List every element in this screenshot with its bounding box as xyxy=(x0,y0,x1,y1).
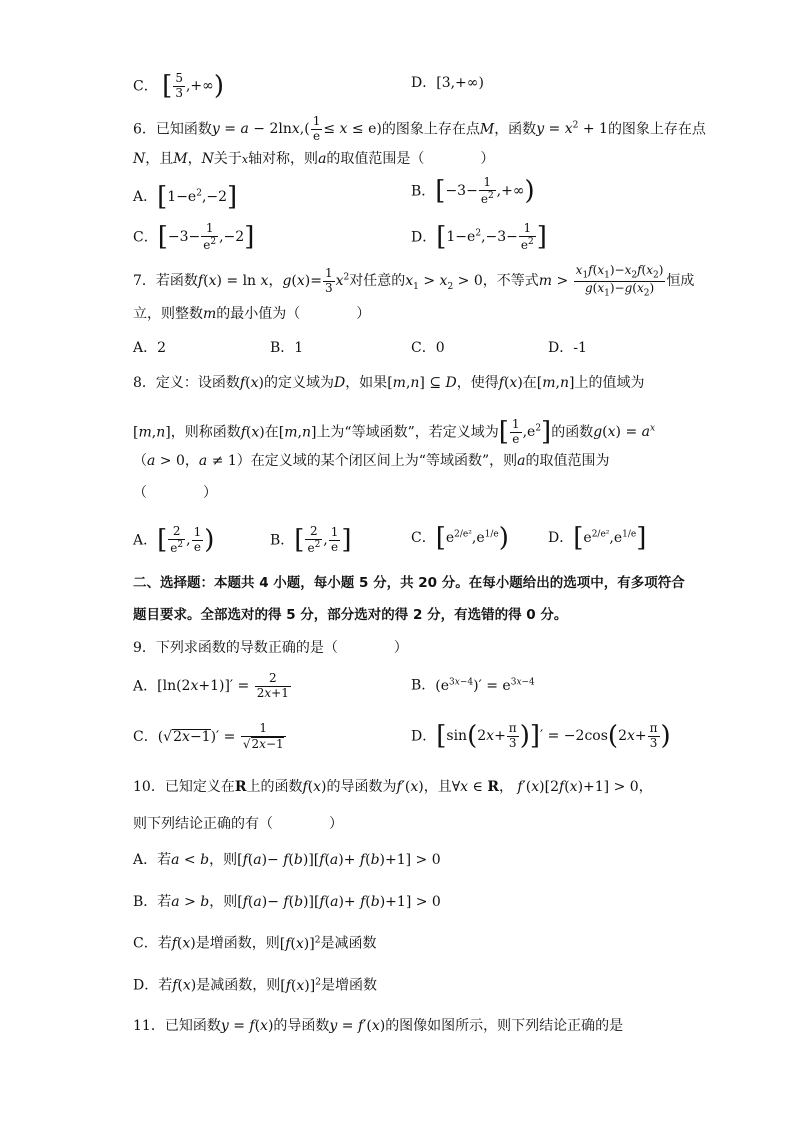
q11-stem-line1: 11．已知函数y = f(x)的导函数y = f′(x)的图像如图所示，则下列结论正确的是 xyxy=(133,1018,624,1034)
section-2-header-line2: 题目要求。全部选对的得 5 分，部分选对的得 2 分，有选错的得 0 分。 xyxy=(133,607,568,623)
q8-option-b[interactable]: B．[ $\frac{2}{e^2}$ , $\frac{1}{e}$ ] xyxy=(270,524,352,556)
q9-option-d[interactable]: D．[sin(2x+ $\frac{\pi}{3}$ )]′ = −2cos(2x+ $\frac{\pi}{3}$ ) xyxy=(411,721,671,752)
q10-option-b[interactable]: B．若a > b，则[f(a)− f(b)][f(a)+ f(b)+1] > 0 xyxy=(133,894,441,910)
q7-stem-line2: 立，则整数m的最小值为（ ） xyxy=(133,306,371,322)
q6-option-b[interactable]: B．[−3− $\frac{1}{e^2}$ ,+∞) xyxy=(411,175,535,207)
q9-option-b[interactable]: B．$(e^{3x-4})' = e^{3x-4}$ xyxy=(411,677,535,694)
q8-stem-line4: （ ） xyxy=(133,485,217,501)
q5-option-d[interactable]: D．[3,+∞) xyxy=(411,75,484,91)
q5-option-c-math: [ $\frac{5}{3}$ ,+∞) xyxy=(162,71,224,102)
q6-stem-line2: N，且M，N关于x轴对称，则a的取值范围是（ ） xyxy=(133,151,495,167)
q10-option-a[interactable]: A．若a < b，则[f(a)− f(b)][f(a)+ f(b)+1] > 0 xyxy=(133,852,441,868)
q9-stem: 9．下列求函数的导数正确的是（ ） xyxy=(133,640,408,656)
q8-stem-line3: （a > 0，a ≠ 1）在定义域的某个闭区间上为“等域函数”，则a的取值范围为 xyxy=(133,453,610,469)
q9-option-c[interactable]: C．(√2x−1)′ = $\frac{1}{√2x-1}$ xyxy=(133,721,284,751)
q7-option-b[interactable]: B．1 xyxy=(270,340,304,356)
q10-stem-line2: 则下列结论正确的有（ ） xyxy=(133,816,343,832)
q8-option-d[interactable]: D．$[e^{2/e^2},e^{1/e}]$ xyxy=(548,523,647,553)
q7-stem-line1: 7．若函数f(x) = ln x，g(x)= $\frac{1}{3}$ $x^2$对任意的$x_1 > x_2 > 0$，不等式m > $\frac{x_1f(x_1)-x_2f(x_2)}{g(x_1)-g(x_2)}$ 恒成 xyxy=(133,263,695,299)
q8-option-a[interactable]: A．[ $\frac{2}{e^2}$ , $\frac{1}{e}$ ) xyxy=(133,524,215,556)
q10-option-c[interactable]: C．若f(x)是增函数，则$[f(x)]^2$是减函数 xyxy=(133,935,377,952)
section-2-header-line1: 二、选择题：本题共 4 小题，每小题 5 分，共 20 分。在每小题给出的选项中，有多项符合 xyxy=(133,575,685,591)
q8-stem-line2: [m,n]，则称函数f(x)在[m,n]上为“等域函数”，若定义域为[ $\frac{1}{e}$ $,e^2$]的函数$g(x) = a^x$ xyxy=(133,417,656,448)
q6-stem-line1: 6．已知函数y = a − 2lnx,( $\frac{1}{e}$ ≤ x ≤ e)的图象上存在点M，函数$y = x^2 + 1$的图象上存在点 xyxy=(133,114,706,143)
q8-stem-line1: 8．定义：设函数f(x)的定义域为D，如果[m,n] ⊆ D，使得f(x)在[m,n]上的值域为 xyxy=(133,375,645,391)
q7-option-d[interactable]: D．-1 xyxy=(548,340,587,356)
q10-stem-line1: 10．已知定义在R上的函数f(x)的导函数为f′(x)，且∀x ∈ R， f′(x)[2f(x)+1] > 0， xyxy=(133,779,653,795)
q7-option-a[interactable]: A．2 xyxy=(133,340,167,356)
q6-option-c[interactable]: C．[−3− $\frac{1}{e^2}$ ,−2] xyxy=(133,221,255,253)
q6-option-a[interactable]: A．$[1-e^2,-2]$ xyxy=(133,182,238,212)
q5-option-c[interactable]: C． [ $\frac{5}{3}$ ,+∞) xyxy=(133,71,224,102)
q8-option-c[interactable]: C．$[e^{2/e^2},e^{1/e})$ xyxy=(411,523,509,553)
q7-option-c[interactable]: C．0 xyxy=(411,340,445,356)
q6-option-d[interactable]: D．[$1-e^2,-3-$ $\frac{1}{e^2}$ ] xyxy=(411,221,547,253)
q9-option-a[interactable]: A．[ln(2x+1)]′ = $\frac{2}{2x+1}$ xyxy=(133,671,289,700)
q10-option-d[interactable]: D．若f(x)是减函数，则$[f(x)]^2$是增函数 xyxy=(133,977,377,994)
